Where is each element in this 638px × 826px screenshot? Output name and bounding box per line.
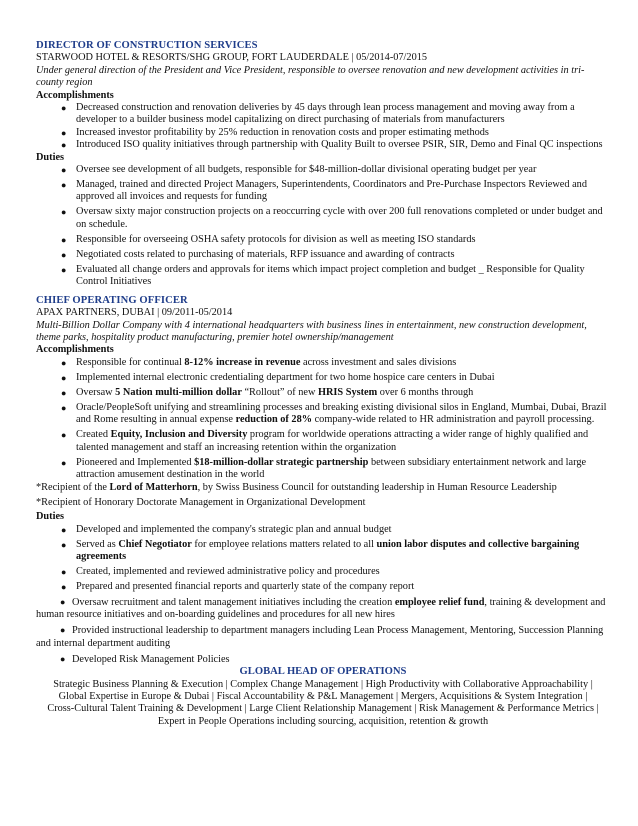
list-item: ● Developed Risk Management Policies	[60, 653, 230, 665]
list-item: ● Served as Chief Negotiator for employee relations matters related to all union labor disputes and collective bargaining agreements	[61, 538, 580, 562]
list-item: ● Responsible for overseeing OSHA safety protocols for division as well as meeting ISO standards	[61, 233, 476, 245]
bullet-dot-icon: ●	[61, 402, 67, 413]
accomplishments-heading: Accomplishments	[36, 344, 114, 356]
section-title: GLOBAL HEAD OF OPERATIONS	[239, 666, 407, 678]
bullet-dot-icon: ●	[61, 127, 67, 138]
skills-line: Cross-Cultural Talent Training & Development | Large Client Relationship Management | Risk Management & Performance Metrics |	[47, 703, 599, 715]
duties-heading: Duties	[36, 151, 65, 163]
list-item: ● Increased investor profitability by 25% reduction in renovation costs and proper estimating methods	[61, 126, 489, 138]
duties-heading: Duties	[36, 511, 65, 523]
skills-line: Expert in People Operations including sourcing, acquisition, retention & growth	[157, 715, 489, 727]
bullet-dot-icon: ●	[60, 596, 66, 607]
bullet-dot-icon: ●	[61, 140, 67, 151]
list-item: ● Decreased construction and renovation deliveries by 45 days through lean process management and moving away from a developer to a builder business model capitalizing on direct purchasing of materials from manufacturers	[61, 102, 575, 126]
bullet-dot-icon: ●	[60, 653, 66, 664]
award-note: *Recipient of the Lord of Matterhorn, by Swiss Business Council for outstanding leadership in Human Resource Leadership	[36, 482, 557, 494]
duties-list	[36, 164, 610, 289]
list-item: ● Evaluated all change orders and approvals for items which impact project completion and budget _ Responsible for Quality Control Initiatives	[61, 263, 585, 288]
job-description: Multi-Billion Dollar Company with 4 international headquarters with business lines in entertainment, new construction development, theme parks, hospitality product manufacturing, premier hotel ownership/management	[36, 319, 587, 343]
accomplishments-list	[36, 102, 610, 152]
global-head-section	[36, 666, 610, 728]
bullet-dot-icon: ●	[61, 103, 67, 114]
list-item: ● Provided instructional leadership to department managers including Lean Process Management, Mentoring, Succession Planning and internal department auditing	[36, 625, 604, 649]
list-item: ● Oversee see development of all budgets, responsible for $48-million-dollar divisional operating budget per year	[61, 164, 537, 176]
bullet-dot-icon: ●	[61, 234, 67, 245]
bullet-dot-icon: ●	[61, 566, 67, 577]
bullet-dot-icon: ●	[60, 625, 66, 636]
company-line: STARWOOD HOTEL & RESORTS/SHG GROUP, FORT LAUDERDALE | 05/2014-07/2015	[36, 52, 428, 64]
bullet-dot-icon: ●	[61, 357, 67, 368]
list-item: ● Created, implemented and reviewed administrative policy and procedures	[61, 565, 380, 577]
company-line: APAX PARTNERS, DUBAI | 09/2011-05/2014	[36, 307, 233, 319]
bullet-dot-icon: ●	[61, 165, 67, 176]
list-item: ● Created Equity, Inclusion and Diversity program for worldwide operations attracting a wider range of highly qualified and talented management and staff an increasing retention within the organization	[61, 429, 589, 453]
job-title: CHIEF OPERATING OFFICER	[36, 294, 188, 306]
bullet-dot-icon: ●	[61, 207, 67, 218]
duties-list	[36, 524, 610, 594]
bullet-dot-icon: ●	[61, 180, 67, 191]
list-item: ● Developed and implemented the company's strategic plan and annual budget	[61, 523, 392, 535]
bullet-dot-icon: ●	[61, 457, 67, 468]
duties-list-continued	[36, 596, 610, 666]
bullet-dot-icon: ●	[61, 539, 67, 550]
accomplishments-heading: Accomplishments	[36, 89, 114, 101]
list-item: ● Managed, trained and directed Project Managers, Superintendents, Coordinators and Pre-Purchase Inspectors Reviewed and approved all invoices and requests for funding	[61, 179, 587, 203]
bullet-dot-icon: ●	[61, 372, 67, 383]
bullet-dot-icon: ●	[61, 430, 67, 441]
list-item: ● Responsible for continual 8-12% increase in revenue across investment and sales divisions	[61, 356, 457, 368]
skills-line: Strategic Business Planning & Execution | Complex Change Management | High Productivity with Collaborative Approachability |	[53, 678, 593, 690]
job-director-construction	[36, 40, 610, 289]
job-title: DIRECTOR OF CONSTRUCTION SERVICES	[36, 40, 258, 51]
list-item: ● Oversaw 5 Nation multi-million dollar “Rollout” of new HRIS System over 6 months through	[61, 386, 474, 398]
list-item: ● Oracle/PeopleSoft unifying and streamlining processes and breaking existing divisional silos in England, Mumbai, Dubai, Brazil and Rome resulting in annual expense reduction of 28% company-wide related to HR administration and payroll processing.	[61, 401, 607, 426]
award-note: *Recipient of Honorary Doctorate Management in Organizational Development	[36, 496, 366, 508]
bullet-dot-icon: ●	[61, 249, 67, 260]
list-item: ● Prepared and presented financial reports and quarterly state of the company report	[61, 580, 415, 592]
skills-line: Global Expertise in Europe & Dubai | Fiscal Accountability & P&L Management | Mergers, Acquisitions & System Integration |	[58, 691, 588, 702]
bullet-dot-icon: ●	[61, 387, 67, 398]
list-item: ● Pioneered and Implemented $18-million-dollar strategic partnership between subsidiary entertainment network and large attraction amusement destination in the world	[61, 456, 587, 480]
list-item: ● Implemented internal electronic credentialing department for two home hospice care centers in Dubai	[61, 371, 495, 383]
list-item: ● Introduced ISO quality initiatives through partnership with Quality Built to oversee PSIR, SIR, Demo and Final QC inspections	[61, 139, 603, 151]
accomplishments-list	[36, 357, 610, 482]
list-item: ● Oversaw recruitment and talent management initiatives including the creation employee relief fund, training & development and human resource initiatives and on-boarding guidelines and procedures for all new hires	[36, 596, 606, 621]
list-item: ● Negotiated costs related to purchasing of materials, RFP issuance and awarding of contracts	[61, 248, 455, 260]
bullet-dot-icon: ●	[61, 524, 67, 535]
job-chief-operating-officer	[36, 295, 610, 667]
bullet-dot-icon: ●	[61, 581, 67, 592]
list-item: ● Oversaw sixty major construction projects on a reoccurring cycle with over 200 full renovations completed or under budget and on schedule.	[61, 206, 603, 230]
bullet-dot-icon: ●	[61, 264, 67, 275]
job-description: Under general direction of the President and Vice President, responsible to oversee renovation and new development activities in tri-county region	[36, 64, 585, 89]
